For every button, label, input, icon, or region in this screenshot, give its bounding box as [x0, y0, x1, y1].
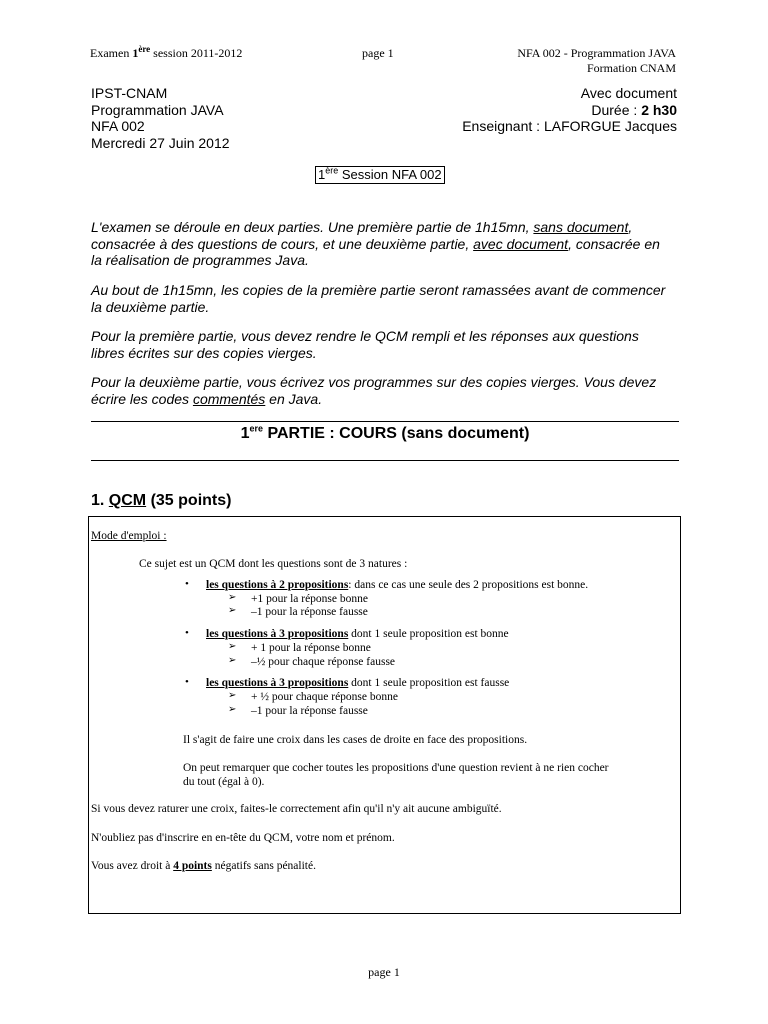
arrow-icon: ➢ — [228, 690, 237, 701]
item-3-propositions-fausse: les questions à 3 propositions dont 1 seule proposition est fausse — [206, 677, 510, 689]
inscrire-text: N'oubliez pas d'inscrire en en-tête du QCM, votre nom et prénom. — [91, 832, 395, 844]
info-duration: Durée : 2 h30 — [591, 101, 677, 118]
intro-paragraph-3: Pour la première partie, vous devez rendre le QCM rempli et les réponses aux questions libres écrites sur des copies vierges. — [91, 328, 639, 361]
bullet-icon: • — [185, 578, 189, 590]
info-course: Programmation JAVA — [91, 101, 224, 118]
item-3-sub-2: –1 pour la réponse fausse — [251, 705, 368, 717]
croix-instruction: Il s'agit de faire une croix dans les cases de droite en face des propositions. — [183, 734, 528, 746]
qcm-heading: 1. QCM (35 points) — [91, 492, 232, 509]
info-left — [91, 85, 230, 151]
footer-page-number: page 1 — [368, 965, 400, 979]
info-code: NFA 002 — [91, 118, 145, 134]
info-document: Avec document — [580, 85, 677, 101]
arrow-icon: ➢ — [228, 655, 237, 666]
bullet-icon: • — [185, 627, 189, 639]
intro-paragraph-2: Au bout de 1h15mn, les copies de la première partie seront ramassées avant de commencer la deuxième partie. — [91, 282, 666, 315]
remarque-text: On peut remarquer que cocher toutes les propositions d'une question revient à ne rien cocher du tout (égal à 0). — [183, 762, 609, 788]
item-2-sub-2: –½ pour chaque réponse fausse — [251, 656, 396, 668]
qcm-intro-text: Ce sujet est un QCM dont les questions sont de 3 natures : — [139, 558, 408, 570]
raturer-text: Si vous devez raturer une croix, faites-le correctement afin qu'il n'y ait aucune ambiguïté. — [91, 803, 502, 815]
header-course — [517, 46, 676, 76]
arrow-icon: ➢ — [228, 641, 237, 652]
header-exam-session: Examen 1ère session 2011-2012 — [90, 44, 243, 60]
info-teacher: Enseignant : LAFORGUE Jacques — [462, 118, 677, 134]
item-2-propositions: les questions à 2 propositions: dans ce cas une seule des 2 propositions est bonne. — [206, 579, 589, 591]
header-page-number: page 1 — [362, 46, 394, 60]
arrow-icon: ➢ — [228, 605, 237, 616]
item-1-sub-1: +1 pour la réponse bonne — [251, 593, 368, 605]
item-3-sub-1: + ½ pour chaque réponse bonne — [251, 691, 398, 703]
arrow-icon: ➢ — [228, 704, 237, 715]
session-title-box: 1ère Session NFA 002 — [315, 166, 445, 184]
section-title-partie: 1ere PARTIE : COURS (sans document) — [240, 423, 530, 442]
intro-paragraph-4: Pour la deuxième partie, vous écrivez vos programmes sur des copies vierges. Vous devez écrire les codes commentés en Java. — [91, 374, 657, 407]
penalty-text: Vous avez droit à 4 points négatifs sans pénalité. — [91, 860, 316, 872]
intro-paragraph-1: L'examen se déroule en deux parties. Une première partie de 1h15mn, sans document, consacrée à des questions de cours, et une deuxième partie, avec document, consacrée en la réalisation de programmes Java. — [91, 219, 660, 268]
item-3-propositions-bonne: les questions à 3 propositions dont 1 seule proposition est bonne — [206, 628, 509, 640]
divider-bottom — [91, 460, 679, 461]
instructions-box — [88, 516, 681, 914]
info-right — [462, 85, 677, 135]
header-formation: Formation CNAM — [586, 61, 676, 75]
item-1-sub-2: –1 pour la réponse fausse — [251, 606, 368, 618]
divider-top — [91, 421, 679, 422]
header-course-title: NFA 002 - Programmation JAVA — [517, 46, 676, 60]
arrow-icon: ➢ — [228, 592, 237, 603]
item-2-sub-1: + 1 pour la réponse bonne — [251, 642, 371, 654]
info-institution: IPST-CNAM — [91, 85, 168, 101]
info-date: Mercredi 27 Juin 2012 — [91, 134, 230, 151]
bullet-icon: • — [185, 676, 189, 688]
mode-emploi-label: Mode d'emploi : — [91, 530, 167, 542]
